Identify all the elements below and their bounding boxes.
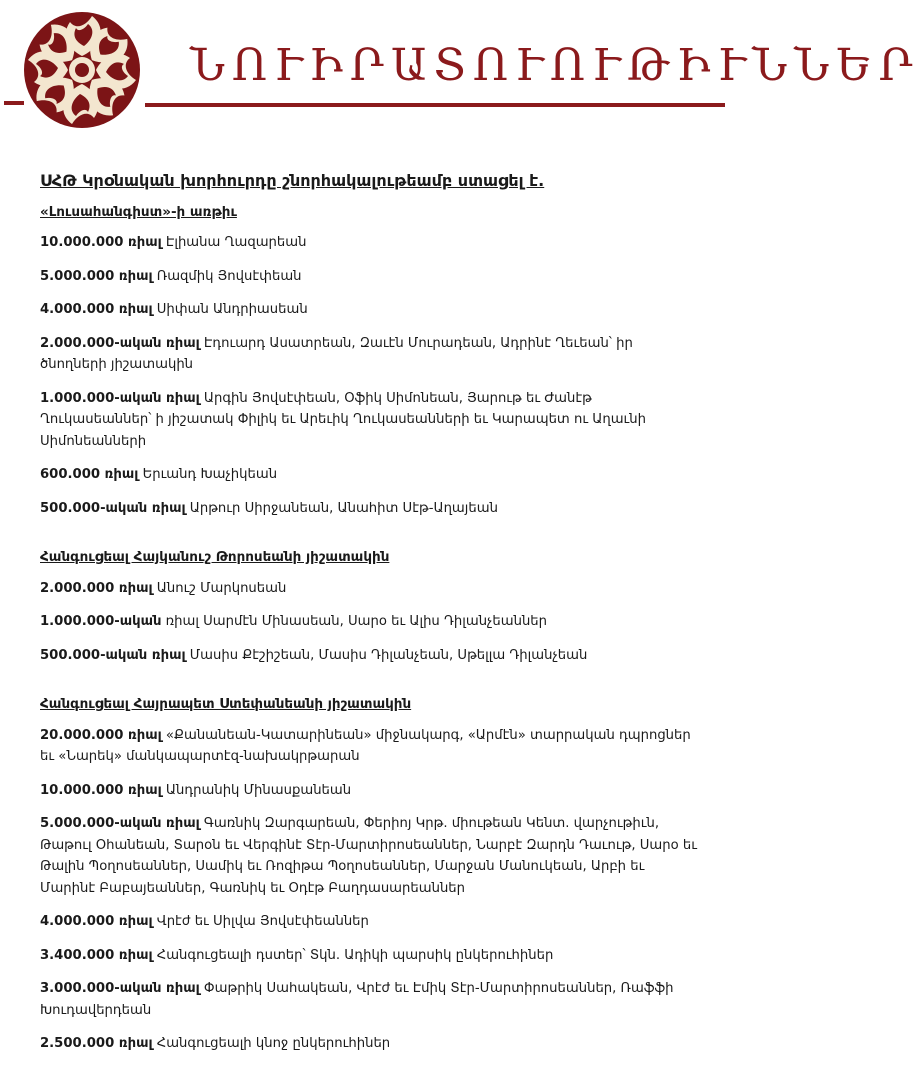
donation-amount: 4.000.000 ռիալ xyxy=(40,302,153,317)
header-rule-left xyxy=(4,101,24,105)
donor-names: Արգին Յովսէփեան, Օֆիկ Սիմոնեան, Յարութ եւ Ժանէթ Ղուկասեաններ՝ ի յիշատակ Փիլիկ եւ Արեւիկ Ղուկասեանների եւ Կարապետ ու Աղաւնի Սիմոնեանների xyxy=(40,390,647,449)
donor-names: Հանգուցեալի կնոջ ընկերուհիներ xyxy=(152,1036,391,1051)
section-title: «Լուսահանգիստ»-ի առթիւ xyxy=(40,203,237,220)
donor-names: Սիփան Անդրիասեան xyxy=(152,302,308,317)
donation-amount: 1.000.000-ական ռիալ xyxy=(40,390,200,406)
donation-amount: 5.000.000-ական ռիալ xyxy=(40,816,200,831)
intro-heading: ՍՀԹ Կրօնական խորհուրդը շնորհակալութեամբ ստացել է. xyxy=(40,171,545,190)
donation-entry xyxy=(40,978,700,1021)
donation-amount: 2.000.000 ռիալ xyxy=(40,580,153,596)
donation-amount: 500.000-ական ռիալ xyxy=(40,500,186,516)
donor-names: Անուշ Մարկոսեան xyxy=(152,580,287,596)
donation-entry xyxy=(40,611,700,633)
donation-entry xyxy=(40,813,700,899)
donor-names: Գառնիկ Զարգարեան, Փերիոյ Կրթ. միութեան Կենտ. վարչութիւն, Թաթուլ Օհանեան, Տարօն եւ Վերգինէ Տէր-Մարտիրոսեաններ, Նարբէ Զարդն Դաւութ, Սարօ եւ Թալին Պօղոսեաններ, Սամիկ եւ Ռոզիթա Պօղոսեաններ, Մարջան Մանուկեան, Արբի եւ Մարինէ Բաբայեաններ, Գառնիկ եւ Օդէթ Բաղդասարեաններ xyxy=(40,816,697,896)
donation-amount: 500.000-ական ռիալ xyxy=(40,647,186,663)
donation-amount: 3.000.000-ական ռիալ xyxy=(40,981,200,996)
donation-entry xyxy=(40,945,700,967)
donation-entry xyxy=(40,578,700,600)
donor-names: Էդուարդ Ասատրեան, Զաւէն Մուրադեան, Ադրինէ Ղեւեան՝ իր ծնողների յիշատակին xyxy=(40,335,633,372)
donor-names: Փաթրիկ Սահակեան, Վրէժ եւ Էմիկ Տէր-Մարտիրոսեաններ, Ռաֆֆի Խուդավերդեան xyxy=(40,981,674,1018)
donation-entry xyxy=(40,911,700,933)
donation-entry xyxy=(40,388,700,453)
donations-content xyxy=(40,170,700,1083)
donation-amount: 600.000 ռիալ xyxy=(40,467,139,482)
donation-entry xyxy=(40,780,700,802)
donation-amount: 10.000.000 ռիալ xyxy=(40,235,162,250)
donation-section xyxy=(40,694,700,1055)
donation-sections xyxy=(40,202,700,1055)
donation-amount: 5.000.000 ռիալ xyxy=(40,268,153,284)
donor-names: Արթուր Սիրջանեան, Անահիտ Սէթ-Աղայեան xyxy=(185,500,498,516)
donor-names: Անդրանիկ Մինասքանեան xyxy=(161,782,352,798)
donation-entry xyxy=(40,1033,700,1055)
donor-names: Վրէժ եւ Սիլվա Յովսէփեաններ xyxy=(152,914,369,929)
donation-amount: 20.000.000 ռիալ xyxy=(40,727,162,743)
donor-names: Էլիանա Ղազարեան xyxy=(161,235,307,250)
donation-amount: 2.500.000 ռիալ xyxy=(40,1036,153,1051)
donation-amount: 10.000.000 ռիալ xyxy=(40,782,162,798)
section-title: Հանգուցեալ Հայրապետ Ստեփանեանի յիշատակին xyxy=(40,696,412,712)
donor-names: Հանգուցեալի դստեր՝ Տկն. Ադիկի պարսիկ ընկերուհիներ xyxy=(152,947,554,963)
donor-names: «Քանանեան-Կատարինեան» միջնակարգ, «Արմէն» տարրական դպրոցներ եւ «Նարեկ» մանկապարտէզ-նախակրթարան xyxy=(40,727,691,764)
donor-names: Երւանդ Խաչիկեան xyxy=(138,467,278,482)
donation-amount: 2.000.000-ական ռիալ xyxy=(40,335,200,351)
donation-section xyxy=(40,202,700,520)
armenian-eternity-ornament-logo-icon xyxy=(22,10,142,130)
donation-entry xyxy=(40,725,700,768)
page-header xyxy=(0,0,920,140)
donation-amount: 4.000.000 ռիալ xyxy=(40,914,153,929)
donation-section xyxy=(40,547,700,666)
donation-amount: 3.400.000 ռիալ xyxy=(40,947,153,963)
donation-entry xyxy=(40,498,700,520)
donation-entry xyxy=(40,266,700,288)
donor-names: ռիալ Սարմէն Մինասեան, Սարօ եւ Ալիս Դիլանչեաններ xyxy=(161,614,548,629)
donation-amount: 1.000.000-ական xyxy=(40,614,162,629)
section-title: Հանգուցեալ Հայկանուշ Թորոսեանի յիշատակին xyxy=(40,549,390,565)
donor-names: Մասիս Քէշիշեան, Մասիս Դիլանչեան, Սթելլա Դիլանչեան xyxy=(185,647,588,663)
donation-entry xyxy=(40,333,700,376)
donation-entry xyxy=(40,232,700,254)
donor-names: Ռազմիկ Յովսէփեան xyxy=(152,268,302,284)
donation-entry xyxy=(40,464,700,486)
page-title: ՆՈՒԻՐԱՏՈՒՈՒԹԻՒՆՆԵՐ xyxy=(190,40,920,91)
header-rule-right xyxy=(145,103,725,107)
donation-entry xyxy=(40,299,700,321)
donation-entry xyxy=(40,645,700,667)
